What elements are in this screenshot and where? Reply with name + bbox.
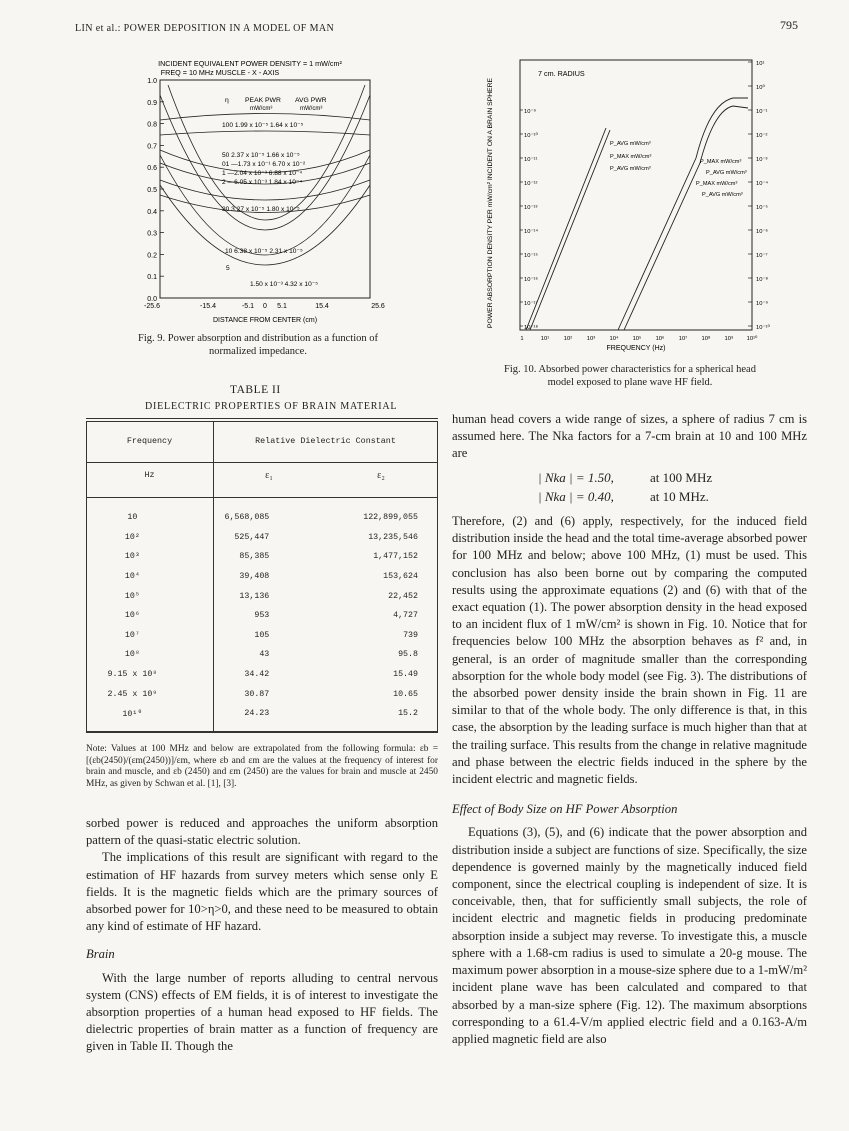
- fig9-y-tick-label: 0.1: [147, 274, 157, 282]
- fig10-left-tick-label: 10⁻¹⁸: [524, 325, 538, 331]
- freq-cell: 2.45 x 10⁹: [107, 689, 158, 699]
- left-column: [86, 815, 438, 1056]
- table-row: [86, 684, 438, 704]
- e1-cell: 39,408: [239, 572, 270, 582]
- paragraph: sorbed power is reduced and approaches the uniform absorption pattern of the quasi-static electric solution.: [86, 816, 438, 848]
- freq-cell: 10: [127, 513, 138, 523]
- fig9-y-ticks: [147, 78, 164, 303]
- freq-cell: 10⁵: [124, 591, 140, 601]
- fig10-left-tick-label: 10⁻¹⁵: [524, 253, 538, 259]
- col-header-e1: ε₁: [265, 470, 273, 481]
- e1-cell: 105: [254, 630, 270, 640]
- section-heading: Effect of Body Size on HF Power Absorption: [452, 802, 678, 817]
- fig9-y-tick-label: 0.5: [147, 187, 157, 194]
- fig9-x-tick-label: 25.6: [371, 303, 385, 310]
- fig10-right-tick-label: 10⁻⁸: [756, 277, 768, 283]
- fig9-curve: [160, 131, 370, 135]
- paragraph: With the large number of reports alluding to central nervous system (CNS) effects of EM fields, it is of interest to investigate the absorption properties of a human head exposed to HF fields. The dielectric properties of brain matter as a function of frequency are given in Table II. Though the: [86, 970, 438, 1054]
- fig10-right-tick-label: 10¹: [756, 61, 765, 67]
- fig10-x-tick-label: 10⁵: [632, 336, 642, 342]
- fig9-curve-label: 2 —6.05 x 10⁻³ 1.84 x 10⁻⁴: [222, 179, 303, 186]
- fig9-units-avg: mW/cm³: [300, 106, 323, 112]
- fig9-curve-label: 100 1.99 x 10⁻⁵ 1.64 x 10⁻⁵: [222, 122, 304, 129]
- fig10-right-ticks: [748, 61, 770, 331]
- fig9-x-tick-label: 15.4: [315, 303, 329, 310]
- fig10-left-tick-label: 10⁻¹⁶: [524, 277, 538, 283]
- fig10-curve-label: P_AVG mW/cm³: [706, 170, 747, 176]
- e1-cell: 13,136: [239, 591, 270, 601]
- fig10-left-ticks: [520, 108, 538, 331]
- e2-cell: 739: [403, 630, 418, 640]
- fig10-right-tick-label: 10⁻²: [756, 133, 768, 139]
- fig9-curve-label: 10 6.38 x 10⁻⁵ 2.31 x 10⁻⁵: [225, 248, 303, 255]
- fig9-y-tick-label: 1.0: [147, 78, 157, 85]
- fig10-right-tick-label: 10⁰: [756, 85, 765, 91]
- fig10-x-tick-label: 10⁸: [701, 336, 711, 342]
- col-header-e2: ε₂: [377, 470, 385, 481]
- fig10-x-tick-label: 10²: [563, 336, 573, 342]
- table-label: TABLE II: [230, 384, 281, 396]
- fig10-x-tick-label: 10¹: [540, 336, 550, 342]
- fig10-x-tick-label: 10⁷: [678, 336, 688, 342]
- page-number: 795: [780, 18, 798, 32]
- fig10-right-tick-label: 10⁻³: [756, 157, 768, 163]
- fig9-curve-label: 50 2.37 x 10⁻⁵ 1.66 x 10⁻⁵: [222, 152, 300, 159]
- fig9-col-peak: PEAK PWR: [245, 97, 281, 104]
- fig10-curve: [624, 106, 748, 330]
- fig10-right-tick-label: 10⁻⁷: [756, 253, 768, 259]
- e1-cell: 24.23: [244, 709, 270, 719]
- fig10-left-tick-label: 10⁻¹²: [524, 181, 538, 187]
- fig10-plot: [478, 48, 778, 358]
- fig10-curve: [526, 128, 606, 330]
- paragraph: human head covers a wide range of sizes, a sphere of radius 7 cm is assumed here. The Nka factors for a 7-cm brain at 10 and 100 MHz are: [452, 412, 807, 461]
- paragraph: Equations (3), (5), and (6) indicate that the power absorption and distribution inside a subject are functions of size. Specifically, the size dependence is governed mainly by the magnetically induced field component, since the electrical coupling is independent of size. It is conceivable, then, that for sufficiently small subjects, the role of incident electric and magnetic fields in producing predominate absorption inside a subject may reverse. To investigate this, a muscle sphere with a 1.68-cm radius is used to simulate a 20-g mouse. The maximum power absorption in a mouse-size sphere due to a 1-mW/m² incident plane wave has been calculated and compared to that absorbed by a man-size sphere (Fig. 12). The maximum absorptions corresponding to a 61.4-V/m applied electric field and a 0.163-A/m applied magnetic field are also: [452, 825, 807, 1046]
- fig10-curve-label: P_MAX mW/cm³: [700, 159, 742, 165]
- e1-cell: 43: [259, 650, 270, 660]
- table-row: [86, 567, 438, 587]
- fig9-x-tick-label: -25.6: [144, 303, 160, 310]
- fig10-right-tick-label: 10⁻⁴: [756, 181, 768, 187]
- fig10-x-tick-label: 10¹⁰: [746, 336, 758, 342]
- fig10-xlabel: FREQUENCY (Hz): [606, 345, 666, 352]
- table-row: [86, 704, 438, 724]
- e2-cell: 15.49: [393, 670, 418, 680]
- fig9-y-tick-label: 0.9: [147, 99, 157, 107]
- fig9-x-ticks: [144, 303, 385, 310]
- table-hrule: [86, 462, 438, 463]
- right-column: [452, 411, 807, 1048]
- freq-cell: 10⁸: [124, 650, 140, 660]
- fig9-plot: [130, 55, 400, 325]
- fig9-y-tick-label: 0.8: [147, 121, 157, 129]
- fig9-x-tick-label: 5.1: [277, 303, 287, 310]
- fig9-curve-label: 1.50 x 10⁻³ 4.32 x 10⁻⁵: [250, 281, 318, 288]
- e2-cell: 22,452: [388, 591, 418, 601]
- fig9-y-tick-label: 0.3: [147, 230, 157, 238]
- equation-lhs: | Nka | = 0.40,: [538, 488, 614, 504]
- fig9-curve-label: 01 —1.73 x 10⁻¹ 6.70 x 10⁻²: [222, 161, 306, 168]
- col-header-frequency: Frequency: [126, 436, 173, 446]
- freq-cell: 10⁶: [124, 611, 140, 621]
- table-frame: [86, 418, 438, 733]
- fig10-left-tick-label: 10⁻¹³: [524, 205, 538, 211]
- table-title: DIELECTRIC PROPERTIES OF BRAIN MATERIAL: [145, 401, 398, 412]
- e1-cell: 30.87: [244, 689, 270, 699]
- fig9-xlabel: DISTANCE FROM CENTER (cm): [212, 317, 318, 324]
- table-body: [86, 421, 438, 732]
- e2-cell: 1,477,152: [373, 552, 418, 562]
- e1-cell: 6,568,085: [224, 513, 270, 523]
- table-hrule: [86, 497, 438, 498]
- e1-cell: 525,447: [234, 532, 270, 542]
- fig10-radius-label: 7 cm. RADIUS: [538, 69, 585, 78]
- section-heading: Brain: [86, 947, 115, 962]
- table-hrule: [86, 731, 438, 732]
- table-row: [86, 645, 438, 665]
- fig10-x-tick-label: 10⁹: [724, 336, 734, 342]
- fig10-curve-label: P_AVG mW/cm³: [702, 192, 743, 198]
- fig10-right-tick-label: 10⁻¹: [756, 109, 768, 115]
- table-row: [86, 626, 438, 646]
- fig9-curve-label: 5: [226, 265, 230, 272]
- col-header-rdc: Relative Dielectric Constant: [255, 436, 396, 446]
- fig9-x-tick-label: 0: [263, 303, 267, 310]
- fig9-y-tick-label: 0.4: [147, 208, 157, 216]
- table-row: [86, 528, 438, 548]
- fig9-y-tick-label: 0.7: [147, 143, 157, 151]
- fig10-left-tick-label: 10⁻¹⁴: [524, 229, 538, 235]
- paragraph: Therefore, (2) and (6) apply, respectively, for the induced field distribution inside the head and the total time-average absorbed power for 100 MHz and below; above 100 MHz, (1) must be used. This conclusion has also been borne out by comparing the computed results using the approximate equations (2) and (6) with that of the exact equation (1). The power absorption density in the head exposed to an incident flux of 1 mW/cm² is shown in Fig. 10. Notice that for frequencies below 100 MHz the absorption behaves as f² and, in general, is an order of magnitude smaller than the corresponding absorption for the whole body model (see Fig. 3). The distributions of the absorbed power density inside the brain shown in Fig. 11 are similar to that of the whole body. The only difference is that, in this case, the absorption by the leading surface is much higher than that at the trailing surface. This results from the change in relative magnitude and phase between the electric fields induced in the sphere by the incident electric and magnetic fields.: [452, 514, 807, 787]
- freq-cell: 10⁴: [124, 572, 140, 582]
- freq-cell: 10¹⁰: [122, 710, 143, 720]
- fig10-x-tick-label: 10⁴: [609, 336, 619, 342]
- equation-2: [538, 488, 807, 505]
- e2-cell: 122,899,055: [363, 513, 418, 523]
- fig10-x-tick-label: 10⁶: [655, 336, 665, 342]
- e1-cell: 34.42: [244, 670, 270, 680]
- fig10-right-tick-label: 10⁻⁵: [756, 205, 768, 211]
- fig10-curve-label: P_AVG mW/cm³: [610, 166, 651, 172]
- fig10-curve-label: P_AVG mW/cm³: [610, 141, 651, 147]
- table-data: [86, 508, 438, 724]
- fig10-x-ticks: [520, 335, 758, 342]
- fig9-curve: [160, 114, 370, 121]
- fig9-y-tick-label: 0.0: [147, 296, 157, 303]
- fig9-x-tick-label: -15.4: [200, 303, 216, 310]
- freq-cell: 10⁷: [124, 630, 140, 640]
- fig10-left-tick-label: 10⁻¹⁷: [524, 301, 538, 307]
- freq-cell: 9.15 x 10⁸: [107, 670, 158, 680]
- fig10-left-tick-label: 10⁻¹⁰: [524, 133, 538, 139]
- fig9-y-tick-label: 0.2: [147, 252, 157, 260]
- col-header-unit: Hz: [144, 470, 155, 480]
- e1-cell: 953: [254, 611, 270, 621]
- fig9-col-avg: AVG PWR: [295, 97, 327, 104]
- equation-rhs: at 10 MHz.: [650, 488, 709, 504]
- equation-1: [538, 469, 807, 486]
- fig10-right-tick-label: 10⁻⁶: [756, 229, 768, 235]
- table-note: Note: Values at 100 MHz and below are extrapolated from the following formula: εb = [(εb(2450)/(εm(2450))]/εm, where εb and εm are the values at the frequency of interest for brain and muscle, and εb (2450) and εm (2450) are the values for brain and muscle at 2450 MHz, as given by Schwan et al. [1], [3].: [86, 744, 438, 789]
- e1-cell: 85,385: [239, 552, 270, 562]
- fig10-right-tick-label: 10⁻¹⁰: [756, 325, 770, 331]
- fig10-right-tick-label: 10⁻⁹: [756, 301, 768, 307]
- equation-rhs: at 100 MHz: [650, 469, 713, 485]
- fig9-units-peak: mW/cm³: [250, 106, 273, 112]
- paragraph: The implications of this result are significant with regard to the estimation of HF hazards from survey meters which sense only E fields. It is the magnetic fields which are the primary sources of absorbed power for 10>η>0, and these need to be measured to obtain any kind of estimate of HF hazard.: [86, 850, 438, 934]
- fig10-curve-label: P_MAX mW/cm³: [696, 181, 738, 187]
- fig9-y-tick-label: 0.6: [147, 165, 157, 173]
- running-header: LIN et al.: POWER DEPOSITION IN A MODEL OF MAN: [75, 23, 335, 34]
- equation-lhs: | Nka | = 1.50,: [538, 469, 614, 485]
- fig9-caption: Fig. 9. Power absorption and distribution as a function of normalized impedance.: [138, 333, 379, 357]
- e2-cell: 15.2: [398, 709, 418, 719]
- table-row: [86, 508, 438, 528]
- fig10-left-tick-label: 10⁻⁹: [524, 109, 536, 115]
- e2-cell: 4,727: [393, 611, 418, 621]
- table-row: [86, 586, 438, 606]
- e2-cell: 153,624: [383, 572, 418, 582]
- fig10-left-tick-label: 10⁻¹¹: [524, 157, 538, 163]
- fig10-curve: [530, 130, 610, 330]
- fig10-caption: Fig. 10. Absorbed power characteristics for a spherical head model exposed to plane wave HF field.: [504, 364, 756, 388]
- e2-cell: 13,235,546: [368, 532, 418, 542]
- freq-cell: 10³: [124, 552, 140, 562]
- fig9-curve-label: 20 3.27 x 10⁻⁵ 1.80 x 10⁻⁵: [222, 206, 300, 213]
- fig9-title-1: INCIDENT EQUIVALENT POWER DENSITY = 1 mW/cm²: [158, 59, 342, 68]
- fig10-x-tick-label: 1: [520, 336, 524, 342]
- fig10-x-tick-label: 10³: [586, 336, 596, 342]
- fig9-col-eta: η: [225, 97, 229, 104]
- table-row: [86, 547, 438, 567]
- fig10-curve: [618, 98, 748, 330]
- fig9-x-tick-label: -5.1: [241, 303, 255, 310]
- e2-cell: 95.8: [398, 650, 418, 660]
- fig9-curve-label: 1 —2.04 x 10⁻³ 6.88 x 10⁻⁴: [222, 170, 303, 177]
- table-row: [86, 665, 438, 685]
- e2-cell: 10.65: [393, 689, 418, 699]
- freq-cell: 10²: [124, 532, 140, 542]
- table-row: [86, 606, 438, 626]
- fig10-curve-label: P_MAX mW/cm³: [610, 154, 652, 160]
- fig10-ylabel: POWER ABSORPTION DENSITY PER mW/cm² INCIDENT ON A BRAIN SPHERE: [487, 77, 494, 329]
- fig9-title-2: FREQ = 10 MHz MUSCLE - X - AXIS: [160, 68, 280, 77]
